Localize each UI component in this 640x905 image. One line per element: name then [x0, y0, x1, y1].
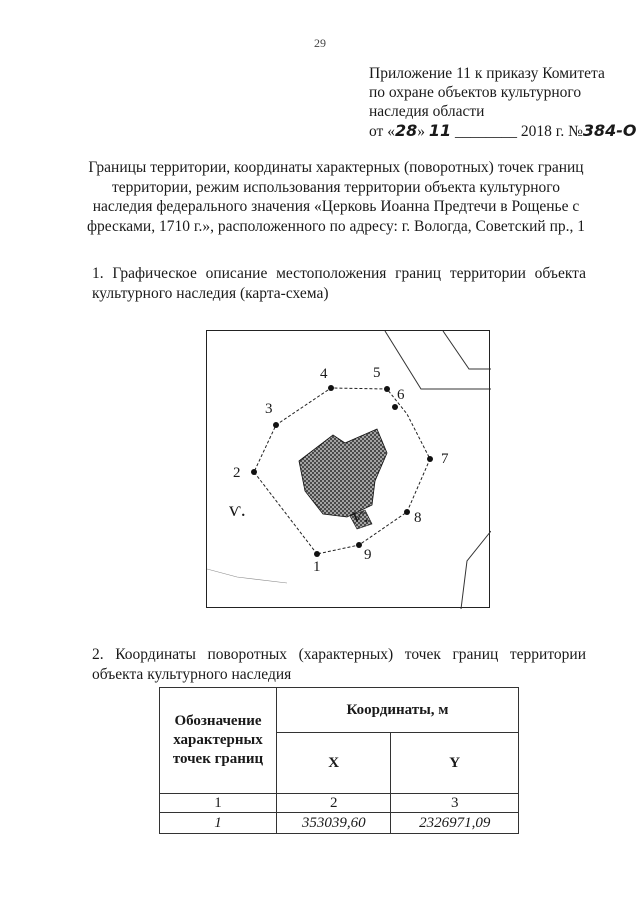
point-5-marker	[384, 386, 390, 392]
section-1-heading: 1. Графическое описание местоположения границ территории объекта культурного наследия (карта-схема)	[92, 265, 586, 302]
point-label-2: 2	[233, 465, 241, 481]
date-year: ________ 2018 г. №	[454, 123, 583, 140]
index-cell: 1	[160, 794, 277, 813]
point-label-8: 8	[414, 510, 422, 526]
coordinates-table	[159, 687, 519, 834]
point-label-1: 1	[313, 559, 321, 575]
x-cell: 353039,60	[277, 813, 391, 834]
tree-symbol: ѵ.	[229, 499, 246, 521]
appendix-line-1: Приложение 11 к приказу Комитета	[369, 65, 605, 82]
point-label-6: 6	[397, 387, 405, 403]
date-month: 11	[428, 121, 452, 140]
church-building	[299, 429, 387, 517]
header-x: X	[277, 733, 391, 794]
street-line	[207, 569, 287, 583]
site-map	[206, 330, 490, 608]
street-line	[461, 531, 491, 609]
date-mid: »	[417, 123, 429, 140]
appendix-line-3: наследия области	[369, 103, 485, 120]
header-y: Y	[391, 733, 519, 794]
document-title: Границы территории, координаты характерных (поворотных) точек границ территории, режим использования территории объекта культурного наследия федерального значения «Церковь Иоанна Предтечи в Рощенье с фресками, 1710 г.», расположенного по адресу: г. Вологда, Советский пр., 1	[87, 159, 585, 235]
header-designation: Обозначение характерных точек границ	[160, 688, 277, 794]
index-cell: 3	[391, 794, 519, 813]
table-row	[160, 813, 519, 834]
order-number: 384-О	[582, 121, 637, 140]
point-9-marker	[356, 542, 362, 548]
point-2-marker	[251, 469, 257, 475]
date-day: 28	[394, 121, 418, 140]
section-2-heading: 2. Координаты поворотных (характерных) точек границ территории объекта культурного наследия	[92, 646, 586, 683]
point-4-marker	[328, 385, 334, 391]
tree-symbol: ѵ.	[352, 505, 369, 527]
page-number: 29	[314, 36, 326, 50]
point-label-5: 5	[373, 365, 381, 381]
street-line	[385, 331, 491, 389]
index-cell: 2	[277, 794, 391, 813]
point-3-marker	[273, 422, 279, 428]
point-1-marker	[314, 551, 320, 557]
point-7-marker	[427, 456, 433, 462]
appendix-header	[369, 64, 637, 141]
point-label-9: 9	[364, 547, 372, 563]
point-cell: 1	[160, 813, 277, 834]
header-coordinates: Координаты, м	[277, 688, 519, 733]
appendix-date-line	[369, 121, 637, 141]
y-cell: 2326971,09	[391, 813, 519, 834]
date-prefix: от «	[369, 123, 395, 140]
point-label-4: 4	[320, 366, 328, 382]
index-row	[160, 794, 519, 813]
point-8-marker	[404, 509, 410, 515]
appendix-line-2: по охране объектов культурного	[369, 84, 582, 101]
map-drawing	[207, 331, 491, 609]
point-6-marker	[392, 404, 398, 410]
street-line	[443, 331, 491, 369]
point-label-3: 3	[265, 401, 273, 417]
point-label-7: 7	[441, 451, 449, 467]
